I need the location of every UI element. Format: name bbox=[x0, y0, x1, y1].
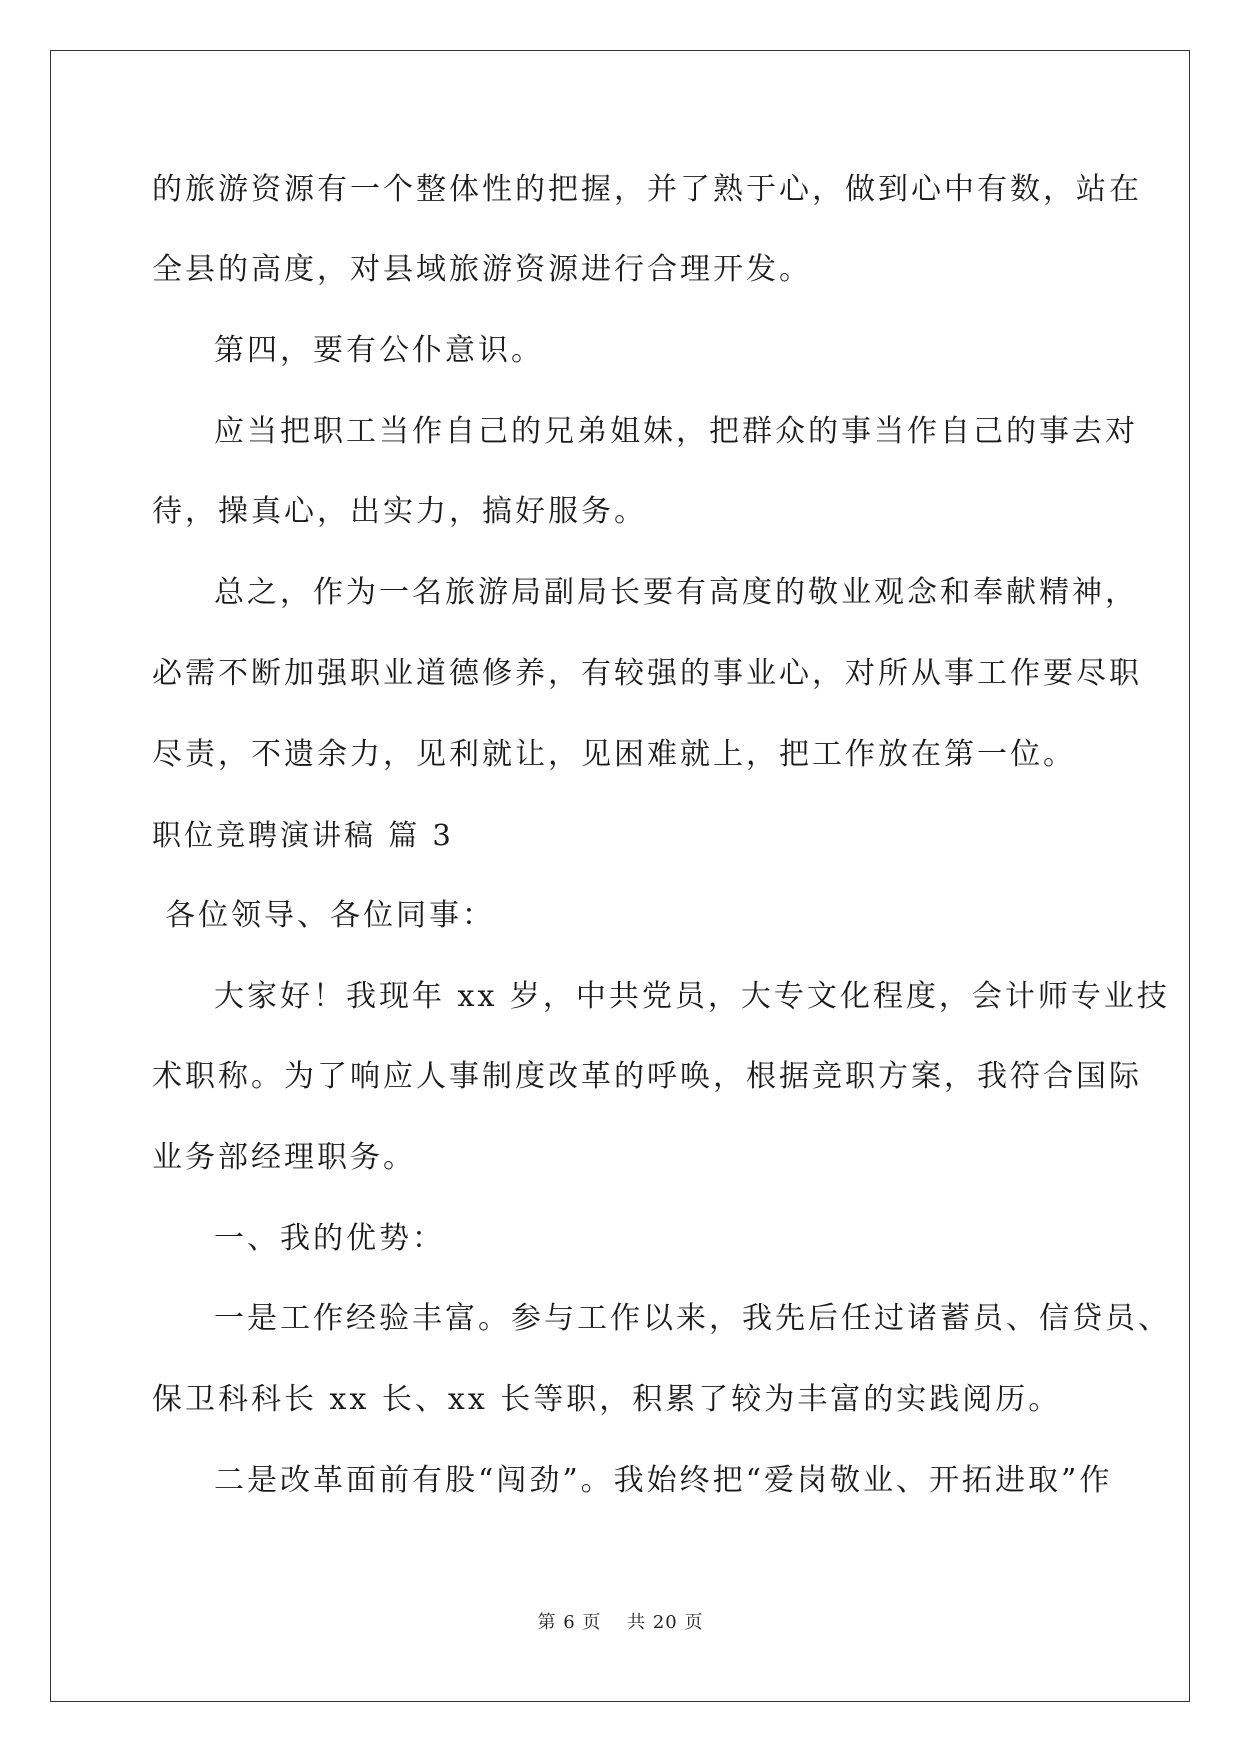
section-heading: 职位竞聘演讲稿 篇 3 bbox=[152, 818, 454, 852]
text-line: 全县的高度，对县域旅游资源进行合理开发。 bbox=[152, 252, 812, 287]
text-line: 业务部经理职务。 bbox=[152, 1140, 416, 1175]
text-line: 保卫科科长 xx 长、xx 长等职，积累了较为丰富的实践阅历。 bbox=[152, 1382, 1062, 1417]
text-line: 一、我的优势： bbox=[214, 1221, 445, 1256]
text-line: 应当把职工当作自己的兄弟姐妹，把群众的事当作自己的事去对 bbox=[214, 414, 1138, 449]
text-line: 第四，要有公仆意识。 bbox=[214, 333, 544, 368]
text-line: 尽责，不遗余力，见利就让，见困难就上，把工作放在第一位。 bbox=[152, 737, 1076, 772]
text-line: 二是改革面前有股“闯劲”。我始终把“爱岗敬业、开拓进取”作 bbox=[214, 1463, 1113, 1498]
text-line: 待，操真心，出实力，搞好服务。 bbox=[152, 494, 647, 529]
page-number-footer: 第 6 页 共 20 页 bbox=[537, 1612, 704, 1633]
text-line: 的旅游资源有一个整体性的把握，并了熟于心，做到心中有数，站在 bbox=[152, 172, 1142, 207]
text-line: 术职称。为了响应人事制度改革的呼唤，根据竞职方案，我符合国际 bbox=[152, 1059, 1142, 1094]
salutation: 各位领导、各位同事： bbox=[165, 898, 495, 933]
text-line: 总之，作为一名旅游局副局长要有高度的敬业观念和奉献精神， bbox=[214, 575, 1138, 610]
text-line: 必需不断加强职业道德修养，有较强的事业心，对所从事工作要尽职 bbox=[152, 656, 1142, 691]
text-line: 一是工作经验丰富。参与工作以来，我先后任过诸蓄员、信贷员、 bbox=[214, 1301, 1171, 1336]
text-line: 大家好！我现年 xx 岁，中共党员，大专文化程度，会计师专业技 bbox=[214, 979, 1170, 1014]
page-border bbox=[50, 50, 1190, 1702]
